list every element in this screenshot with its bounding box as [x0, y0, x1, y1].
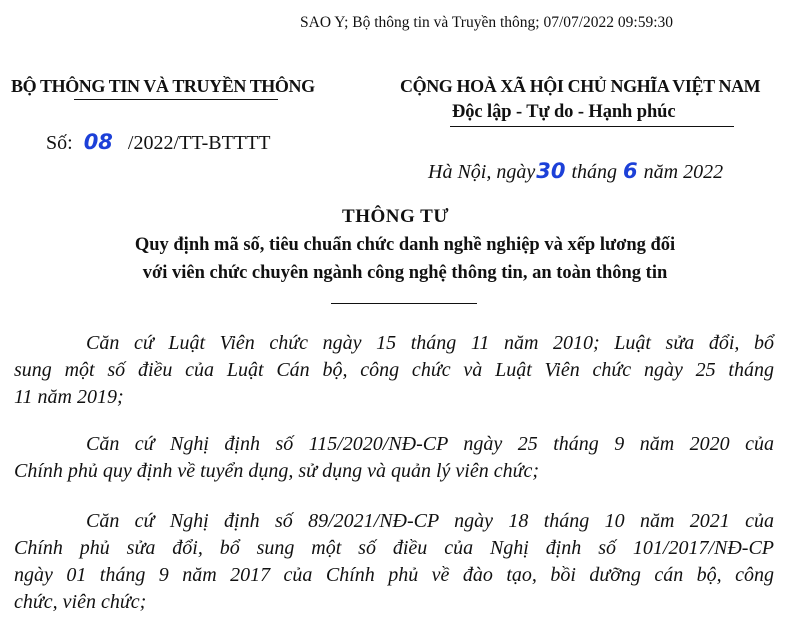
- republic-name: CỘNG HOÀ XÃ HỘI CHỦ NGHĨA VIỆT NAM: [400, 76, 761, 96]
- document-number-prefix: Số:: [46, 132, 73, 154]
- subject-line-1: Quy định mã số, tiêu chuẩn chức danh nghề nghiệp và xếp lương đối: [134, 235, 676, 255]
- preamble-paragraph: [14, 431, 774, 485]
- month-label: tháng: [571, 161, 618, 183]
- preamble-paragraph: [14, 508, 774, 616]
- subject-line-2: với viên chức chuyên ngành công nghệ thông tin, an toàn thông tin: [142, 263, 668, 283]
- paragraph-line: sung một số điều của Luật Cán bộ, công chức và Luật Viên chức ngày 25 tháng: [14, 359, 774, 381]
- year-label: năm 2022: [643, 161, 724, 183]
- copy-stamp: SAO Y; Bộ thông tin và Truyền thông; 07/07/2022 09:59:30: [300, 14, 674, 31]
- place-and-date: [428, 159, 723, 184]
- paragraph-line: ngày 01 tháng 9 năm 2017 của Chính phủ về đào tạo, bồi dưỡng cán bộ, công: [14, 564, 774, 586]
- handwritten-day: 30: [536, 159, 566, 183]
- paragraph-line: 11 năm 2019;: [14, 386, 124, 408]
- agency-name: BỘ THÔNG TIN VÀ TRUYỀN THÔNG: [11, 76, 315, 96]
- title-divider: [331, 303, 477, 304]
- paragraph-line: chức, viên chức;: [14, 591, 147, 613]
- document-type: THÔNG TƯ: [342, 206, 449, 227]
- agency-underline: [74, 99, 278, 100]
- paragraph-line: Căn cứ Nghị định số 89/2021/NĐ-CP ngày 18 tháng 10 năm 2021 của: [86, 510, 774, 532]
- document-number: [46, 130, 271, 155]
- national-motto: Độc lập - Tự do - Hạnh phúc: [452, 102, 676, 122]
- motto-underline: [450, 126, 734, 127]
- paragraph-line: Chính phủ sửa đổi, bổ sung một số điều của Nghị định số 101/2017/NĐ-CP: [14, 537, 774, 559]
- paragraph-line: Chính phủ quy định về tuyển dụng, sử dụng và quản lý viên chức;: [14, 460, 540, 482]
- document-number-suffix: /2022/TT-BTTTT: [127, 132, 271, 154]
- handwritten-month: 6: [623, 159, 638, 183]
- place-prefix: Hà Nội, ngày: [428, 161, 536, 183]
- preamble-paragraph: [14, 330, 774, 411]
- handwritten-number: 08: [83, 130, 113, 154]
- paragraph-line: Căn cứ Nghị định số 115/2020/NĐ-CP ngày 25 tháng 9 năm 2020 của: [86, 433, 774, 455]
- paragraph-line: Căn cứ Luật Viên chức ngày 15 tháng 11 năm 2010; Luật sửa đổi, bổ: [86, 332, 774, 354]
